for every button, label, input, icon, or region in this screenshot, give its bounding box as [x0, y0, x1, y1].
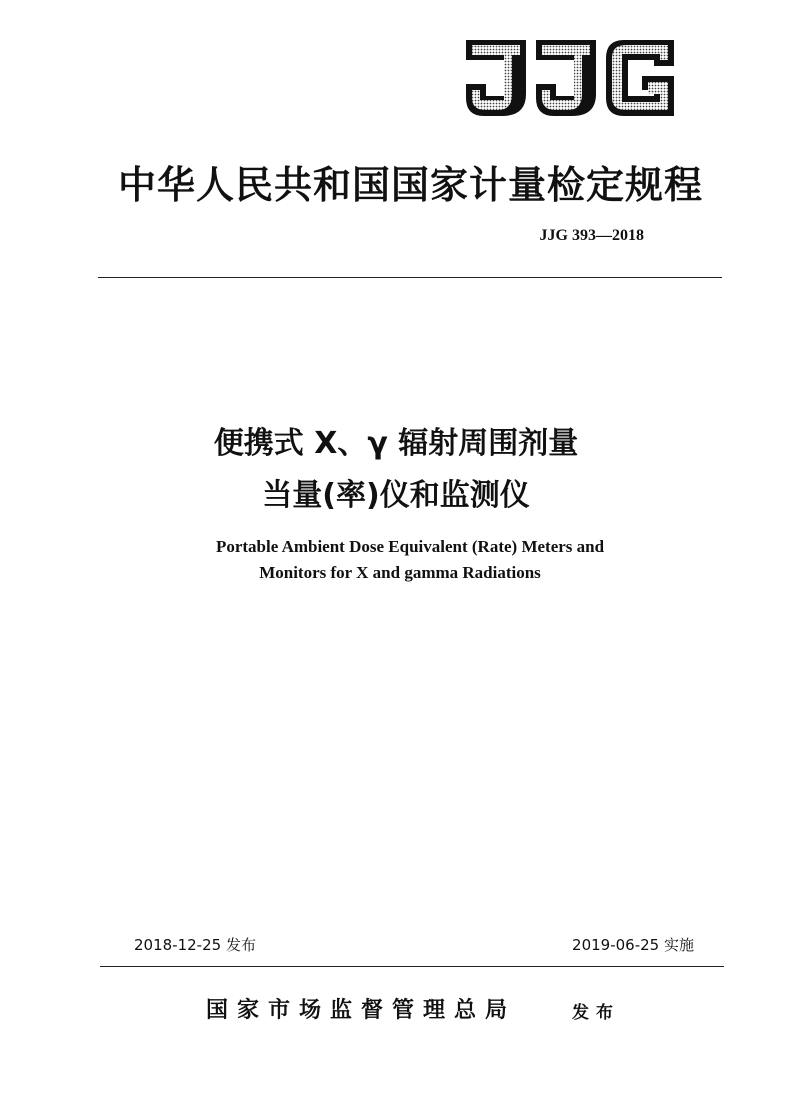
title-english-line-1: Portable Ambient Dose Equivalent (Rate) Meters and — [215, 537, 605, 556]
title-chinese-line-1: 便携式 X、γ 辐射周围剂量 — [213, 426, 579, 461]
title-english-line-2: Monitors for X and gamma Radiations — [259, 563, 541, 582]
title-chinese-line-2: 当量(率)仪和监测仪 — [262, 478, 530, 513]
standard-number: JJG 393—2018 — [539, 227, 644, 244]
jjg-logo — [462, 36, 678, 120]
logo-letter-j1 — [466, 40, 526, 116]
regulation-category-title: 中华人民共和国国家计量检定规程 — [118, 163, 704, 207]
publish-label: 发布 — [572, 1003, 620, 1023]
issue-date: 2018-12-25 发布 — [134, 936, 256, 954]
logo-letter-j2 — [536, 40, 596, 116]
publisher-name: 国家市场监督管理总局 — [206, 998, 517, 1023]
top-divider — [98, 277, 722, 278]
logo-letter-g — [606, 40, 674, 116]
bottom-divider — [100, 966, 724, 967]
implementation-date: 2019-06-25 实施 — [572, 936, 694, 954]
